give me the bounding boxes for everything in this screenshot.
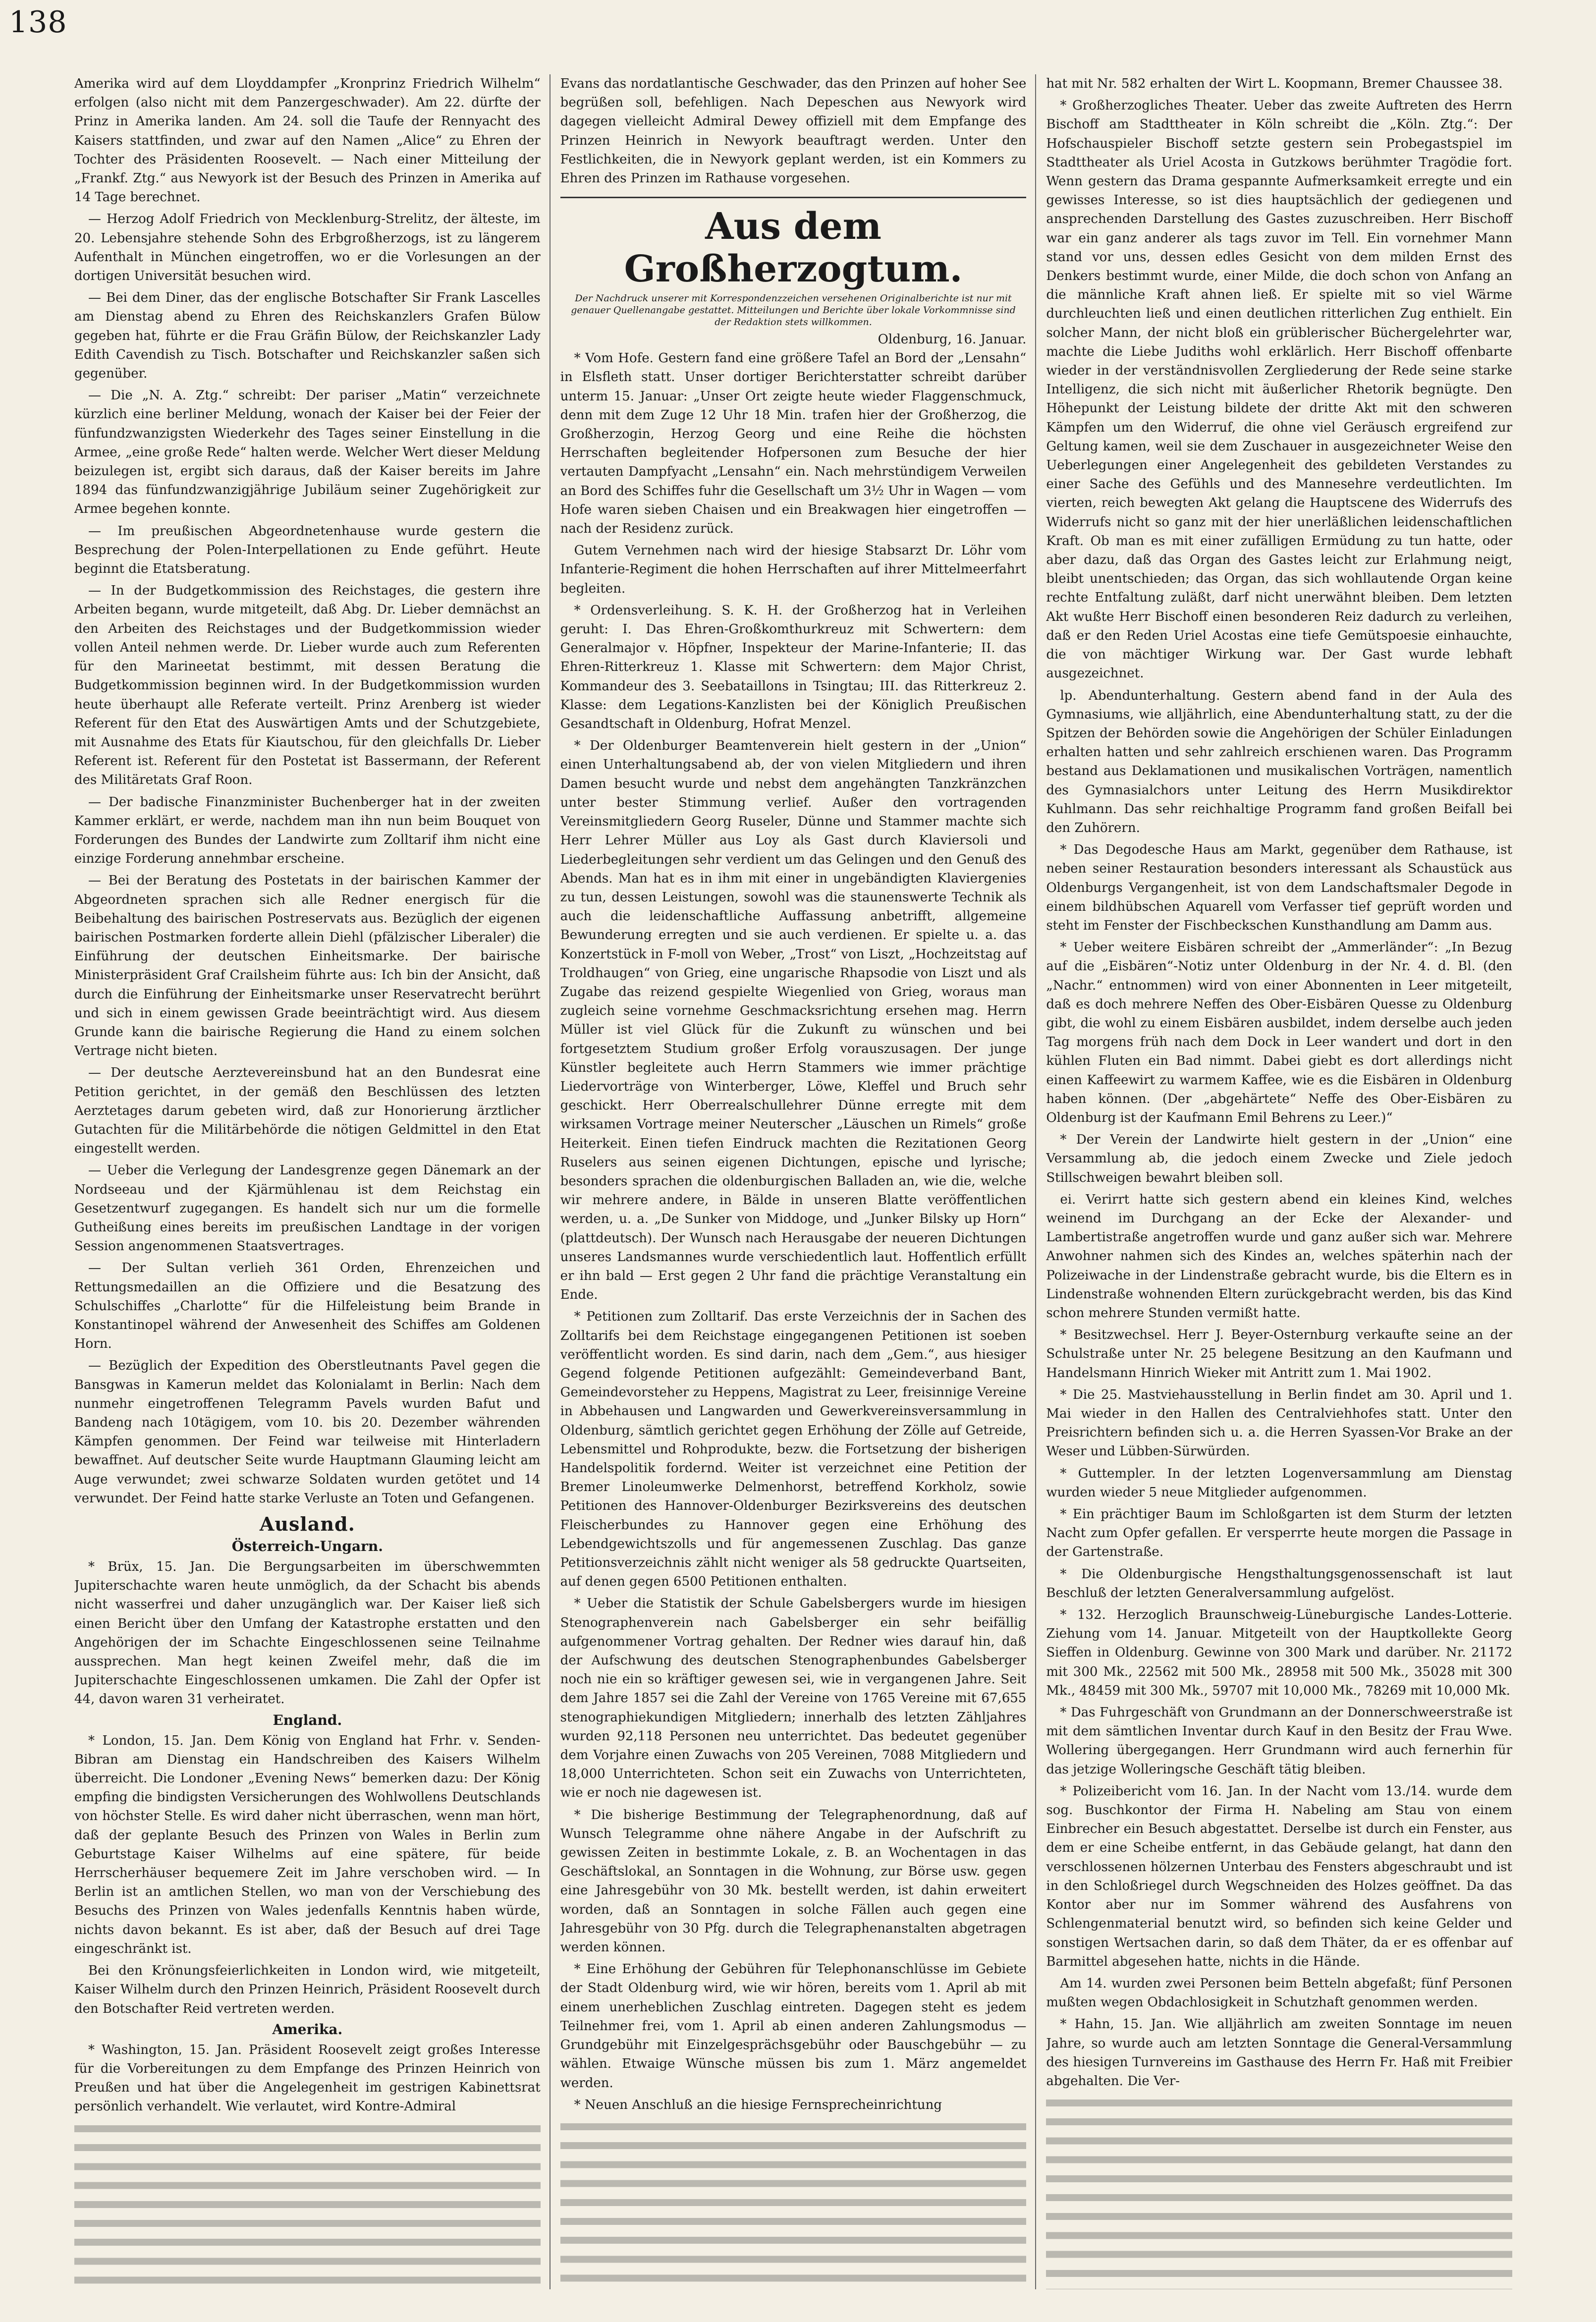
article-gabelsberger: * Ueber die Statistik der Schule Gabelsbergers wurde im hiesigen Stenographenverein nach Gabelsberger ein sehr beifällig aufgenommener Vortrag gehalten. Der Redner wies darauf hin, daß der Aufschwung des deutschen Stenographenbundes Gabelsberger noch nie ein so kräftiger gewesen sei, wie in vergangenen Jahre. Seit dem Jahre 1857 sei die Zahl der Vereine von 1765 Vereine mit 67,655 stenographiekundigen Mitgliedern; innerhalb des letzten Zähljahres wurden 92,118 Personen neu unterrichtet. Das bedeutet gegenüber dem Vorjahre einen Zuwachs von 205 Vereinen, 7088 Mitgliedern und 18,000 Unterrichteten. Schon seit ein Zuwachs von Unterrichteten, wie er noch nie dagewesen ist. — [560, 1596, 1027, 1801]
article-prince-heinrich-travel: Amerika wird auf dem Lloyddampfer „Kronprinz Friedrich Wilhelm“ erfolgen (also nicht mit dem Panzergeschwader). Am 22. dürfte der Prinz in Amerika landen. Am 24. soll die Taufe der Rennyacht des Kaisers stattfinden, und zwar auf den Namen „Alice“ zu Ehren der Tochter des Präsidenten Roosevelt. — Nach einer Mitteilung der „Frankf. Ztg.“ aus Newyork ist der Besuch des Prinzen in Amerika auf 14 Tage berechnet. — [74, 76, 541, 205]
article-bruex: * Brüx, 15. Jan. Die Bergungsarbeiten im überschwemmten Jupiterschachte waren heute unmöglich, da der Schacht bis abends nicht wasserfrei und daher unzugänglich war. Der Kaiser ließ sich einen Bericht über den Umfang der Katastrophe erstatten und den Angehörigen der im Schachte Eingeschlossenen seine Teilnahme aussprechen. Man hegt keinen Zweifel mehr, daß die im Jupiterschachte Eingeschlossenen umkamen. Die Zahl der Opfer ist 44, davon waren 31 verheiratet. — [74, 1559, 541, 1707]
article-telephongebuehren: * Eine Erhöhung der Gebühren für Telephonanschlüsse im Gebiete der Stadt Oldenburg wird, wie wir hören, bereits vom 1. April ab mit einem unerheblichen Zuschlag eintreten. Dagegen steht es jedem Teilnehmer frei, vom 1. April ab einen anderen Zahlungsmodus — Grundgebühr mit Einzelgesprächsgebühr oder Bauschgebühr — zu wählen. Etwaige Wünsche müssen bis zum 1. März angemeldet werden. — [560, 1962, 1027, 2091]
article-hengsthaltung: * Die Oldenburgische Hengsthaltungsgenossenschaft ist laut Beschluß der letzten Generalversammlung aufgelöst. — [1046, 1566, 1513, 1601]
article-diner-lascelles: — Bei dem Diner, das der englische Botschafter Sir Frank Lascelles am Dienstag abend zu Ehren des Reichskanzlers Grafen Bülow gegeben hat, führte er die Frau Gräfin Bülow, der Reichskanzler Lady Edith Cavendish zu Tisch. Botschafter und Reichskanzler saßen sich gegenüber. — [74, 290, 541, 382]
reprint-notice: Der Nachdruck unserer mit Korrespondenzzeichen versehenen Originalberichte ist nur mit genauer Quellenangabe gestattet. Mitteilungen und Berichte über lokale Vorkommnisse sind der Redaktion stets willkommen. — [571, 293, 1016, 328]
text-continuation — [560, 2117, 1027, 2289]
article-abgeordnetenhaus: — Im preußischen Abgeordnetenhause wurde gestern die Besprechung der Polen-Interpellationen zu Ende geführt. Heute beginnt die Etatsberatung. — [74, 523, 541, 577]
article-telegraphenordnung: * Die bisherige Bestimmung der Telegraphenordnung, daß auf Wunsch Telegramme ohne nähere Angabe in der Aufschrift zu gewissen Zeiten in bestimmte Lokale, z. B. an Wochentagen in das Geschäftslokal, an Sonntagen in die Wohnung, zur Börse usw. gegen eine Jahresgebühr von 30 Mk. bestellt werden, ist dahin erweitert worden, daß an Sonntagen in solche Fällen auch gegen eine Jahresgebühr von 30 Pfg. durch die Telegraphenanstalten abgetragen werden können. — [560, 1807, 1027, 1955]
article-london: * London, 15. Jan. Dem König von England hat Frhr. v. Senden-Bibran am Dienstag ein Handschreiben des Kaisers Wilhelm überreicht. Die Londoner „Evening News“ bemerken dazu: Der König empfing die bindigsten Versicherungen des Wohlwollens Deutschlands von höchster Stelle. Es wird daher nicht überraschen, wenn man hört, daß der geplante Besuch des Prinzen von Wales in Berlin zum Geburtstage Kaiser Wilhelms auf eine spätere, für beide Herrscherhäuser bequemere Zeit im Jahre verschoben wird. — In Berlin ist an amtlichen Stellen, wo man von der Verschiebung des Besuchs des Prinzen von Wales jedenfalls Kenntnis haben würde, nichts davon bekannt. Es ist aber, daß der Besuch auf drei Tage eingeschränkt ist. — [74, 1733, 541, 1956]
article-mecklenburg: — Herzog Adolf Friedrich von Mecklenburg-Strelitz, der älteste, im 20. Lebensjahre stehende Sohn des Erbgroßherzogs, ist zu längerem Aufenthalt in München eingetroffen, wo er die Vorlesungen an der dortigen Universität besuchen wird. — [74, 212, 541, 284]
article-evans-geschwader: Evans das nordatlantische Geschwader, das den Prinzen auf hoher See begrüßen soll, befehligen. Nach Depeschen aus Newyork wird dagegen vielleicht Admiral Dewey offiziell mit dem Empfange des Prinzen Heinrich in Newyork beauftragt werden. Unter den Festlichkeiten, die in Newyork geplant werden, ist ein Kommers zu Ehren des Prinzen im Rathause vorgesehen. — [560, 76, 1027, 186]
subheading-amerika: Amerika. — [272, 2021, 343, 2038]
article-degodesches-haus: * Das Degodesche Haus am Markt, gegenüber dem Rathause, ist neben seiner Restauration besonders interessant als Schaustück aus Oldenburgs Vergangenheit, ist von dem Landschaftsmaler Degode in einem bildhübschen Aquarell vom Verfasser tief geprüft worden und steht im Fenster der Fischbeckschen Kunsthandlung am Damm aus. — [1046, 842, 1513, 933]
article-postetat-bayern: — Bei der Beratung des Postetats in der bairischen Kammer der Abgeordneten sprachen sich alle Redner energisch für die Beibehaltung des bairischen Postreservats aus. Bezüglich der eigenen bairischen Postmarken forderte allein Diehl (pfälzischer Liberaler) die Einführung der deutschen Einheitsmarke. Der bairische Ministerpräsident Graf Crailsheim führte aus: Ich bin der Ansicht, daß durch die Einführung der Einheitsmarke unser Reservatrecht berührt und sich in einem gewissen Grade beeinträchtigt wird. Aus diesem Grunde kann die bairische Regierung die Hand zu einem solchen Vertrage nicht bieten. — [74, 873, 541, 1059]
article-hahn: * Hahn, 15. Jan. Wie alljährlich am zweiten Sonntage im neuen Jahre, so wurde auch am letzten Sonntage die General-Versammlung des hiesigen Turnvereins im Gasthause des Herrn Fr. Haß mit Freibier abgehalten. Die Ver- — [1046, 2017, 1513, 2089]
article-eisbaeren: * Ueber weitere Eisbären schreibt der „Ammerländer“: „In Bezug auf die „Eisbären“-Notiz unter Oldenburg in der Nr. 4. d. Bl. (den „Nachr.“ entnommen) wird von einer Abonnenten in Leer mitgeteilt, daß es doch mehrere Neffen des Ober-Eisbären Quesse zu Oldenburg gibt, die wohl zu einem Eisbären ausbildet, indem derselbe auch jeden Tag morgens früh nach dem Dock in Leer wandert und dort in den kühlen Fluten ein Bad nimmt. Dabei giebt es dort allerdings nicht einen Kaffeewirt zu warmem Kaffee, wie es die Eisbären in Oldenburg haben können. (Der „abgehärtete“ Neffe des Ober-Eisbären zu Oldenburg ist der Kaufmann Emil Behrens zu Leer.)“ — [1046, 940, 1513, 1125]
article-polizeibericht: * Polizeibericht vom 16. Jan. In der Nacht vom 13./14. wurde dem sog. Buschkontor der Firma H. Nabeling am Stau von einem Einbrecher ein Besuch abgestattet. Derselbe ist durch ein Fenster, aus dem er eine Scheibe entfernt, in das Gebäude gelangt, hat dann den verschlossenen hölzernen Unterbau des Fensters abgeschraubt und ist in den Schloßriegel durch Wegschneiden des Holzes geöffnet. Da das Kontor aber nur im Sommer während des Ausfahrens von Schlengenmaterial benutzt wird, so befinden sich keine Gelder und sonstigen Wertsachen darin, so daß dem Thäter, da er es offenbar auf Barmittel abgesehen hatte, nichts in die Hände. — [1046, 1783, 1513, 1969]
article-beamtenverein: * Der Oldenburger Beamtenverein hielt gestern in der „Union“ einen Unterhaltungsabend ab, der von vielen Mitgliedern und ihren Damen besucht wurde und nebst dem angehängten Tanzkränzchen unter bester Stimmung verlief. Außer den vortragenden Vereinsmitgliedern Georg Ruseler, Dünne und Stammer machte sich Herr Lehrer Müller aus Loy als Gast durch Klaviersoli und Liederbegleitungen sehr verdient um das Gelingen und den Genuß des Abends. Man hat es in ihm mit einer in ungebändigten Klaviergenies zu tun, dessen Leistungen, sowohl was die staunenswerte Technik als auch die leidenschaftliche Auffassung anbetrifft, allgemeine Bewunderung erregten und sie auch verdienen. Er spielte u. a. das Konzertstück in F-moll von Weber, „Trost“ von Liszt, „Hochzeitstag auf Troldhaugen“ von Grieg, eine ungarische Rhapsodie von Liszt und als Zugabe das reizend gespielte Wiegenlied von Grieg, woraus man zugleich seine vornehme Geschmacksrichtung ersehen mag. Herrn Müller ist viel Glück für die Zukunft zu wünschen und bei fortgesetztem Studium großer Erfolg vorauszusagen. Der junge Künstler begleitete auch Herrn Stammers wie immer prächtige Liedervorträge von Winterberger, Löwe, Kleffel und Bruch sehr geschickt. Herr Oberrealschullehrer Dünne erregte mit dem wirksamen Vortrage meiner Neuterscher „Läuschen un Rimels“ große Heiterkeit. Einen tiefen Eindruck machten die Rezitationen Georg Ruselers aus seinen eigenen Dichtungen, epische und lyrische; besonders sprachen die oldenburgischen Balladen an, wie die, welche wir mehrere andere, in Bälde in unseren Blatte veröffentlichen werden, u. a. „De Sunker von Middoge, und „Junker Bilsky up Horn“ (plattdeutsch). Der Wunsch nach Herausgabe der neueren Dichtungen unseres Landsmannes wurde verschiedentlich laut. Hoffentlich erfüllt er ihn bald — Erst gegen 2 Uhr fand die prächtige Veranstaltung ein Ende. — [560, 738, 1027, 1303]
dateline: Oldenburg, 16. Januar. — [878, 332, 1027, 347]
article-verirrt: ei. Verirrt hatte sich gestern abend ein kleines Kind, welches weinend im Durchgang an der Ecke der Alexander- und Lambertistraße angetroffen wurde und ganz außer sich war. Mehrere Anwohner nahmen sich des Kindes an, welches späterhin nach der Polizeiwache in der Lindenstraße gebracht wurde, bis die Eltern es in Lindenstraße wohnenden Eltern zurückgebracht werden, bis das Kind schon mehrere Stunden vermißt hatte. — [1046, 1192, 1513, 1321]
section-title-grossherzogtum: Aus dem Großherzogtum. — [560, 197, 1027, 290]
article-lotterie: * 132. Herzoglich Braunschweig-Lüneburgische Landes-Lotterie. Ziehung vom 14. Januar. Mitgeteilt von der Hauptkollekte Georg Sieffen in Oldenburg. Gewinne von 300 Mark und darüber. Nr. 21172 mit 300 Mk., 22562 mit 500 Mk., 28958 mit 500 Mk., 35028 mit 300 Mk., 48459 mit 300 Mk., 59707 mit 10,000 Mk., 78269 mit 10,000 Mk. — [1046, 1607, 1513, 1698]
article-vom-hofe: * Vom Hofe. Gestern fand eine größere Tafel an Bord der „Lensahn“ in Elsfleth statt. Unser dortiger Berichterstatter schreibt darüber unterm 15. Januar: „Unser Ort zeigte heute wieder Flaggenschmuck, denn mit dem Zuge 12 Uhr 18 Min. trafen hier der Großherzog, die Großherzogin, Herzog Georg und eine Reihe die höchsten Herrschaften begleitender Hofpersonen zum Besuche der hier vertauten Dampfyacht „Lensahn“ ein. Nach mehrstündigem Verweilen an Bord des Schiffes fuhr die Gesellschaft um 3½ Uhr in Wagen — vom Hofe waren sieben Chaisen und ein Breakwagen hier eingetroffen — nach der Residenz zurück. — [560, 351, 1027, 537]
newspaper-columns — [74, 74, 1521, 2289]
article-aerztevereinsbund: — Der deutsche Aerztevereinsbund hat an den Bundesrat eine Petition gerichtet, in der gemäß den Beschlüssen des letzten Aerztetages darum gebeten wird, daß zur Honorierung ärztlicher Gutachten für die Militärbehörde die nötigen Geldmittel in den Etat eingestellt werden. — [74, 1065, 541, 1157]
article-ordensverleihung: * Ordensverleihung. S. K. H. der Großherzog hat in Verleihen geruht: I. Das Ehren-Großkomthurkreuz mit Schwertern: dem Generalmajor v. Höpfner, Inspekteur der Marine-Infanterie; II. das Ehren-Ritterkreuz 1. Klasse mit Schwertern: dem Major Christ, Kommandeur des 3. Seebataillons in Tsingtau; III. das Ritterkreuz 2. Klasse: dem Legations-Kanzlisten bei der Königlich Preußischen Gesandtschaft in Oldenburg, Hofrat Menzel. — [560, 603, 1027, 732]
article-betteln: Am 14. wurden zwei Personen beim Betteln abgefaßt; fünf Personen mußten wegen Obdachlosigkeit in Schutzhaft genommen werden. — [1046, 1976, 1513, 2010]
article-theater: * Großherzogliches Theater. Ueber das zweite Auftreten des Herrn Bischoff am Stadttheater in Köln schreibt die „Köln. Ztg.“: Der Hofschauspieler Bischoff setzte gestern sein Probegastspiel im Stadttheater als Uriel Acosta in Gutzkows berühmter Tragödie fort. Wenn gestern das Drama gespannte Aufmerksamkeit erregte und ein gewisses Interesse, so ist dies hauptsächlich der gediegenen und ansprechenden Darstellung des Gastes zuzuschreiben. Herr Bischoff war ein ganz anderer als tags zuvor im Tell. Ein vornehmer Mann stand vor uns, dessen edles Gesicht von dem milden Ernst des Denkers bestimmt wurde, einer Milde, die doch schon von Anfang an die männliche Kraft ahnen ließ. Er spielte mit so viel Wärme durchleuchten ließ und einen deutlichen ritterlichen Zug enthielt. Ein solcher Mann, der nicht bloß ein grüblerischer Büchergelehrter war, machte die Liebe Judiths wohl erklärlich. Herr Bischoff offenbarte wieder in der verständnisvollen Zergliederung der Rede seine starke Intelligenz, die sich nicht mit äußerlicher Rhetorik begnügte. Den Höhepunkt der Leistung bildete der dritte Akt mit den schweren Kämpfen um den Widerruf, die ohne viel Geräusch ergreifend zur Geltung kamen, weil sie dem Zuschauer in ausgezeichneter Weise den Ueberlegungen einer Angelegenheit des gebildeten Verstandes zu einer Sache des Gefühls und des Mannesehre verdeutlichten. Im vierten, reich bewegten Akt gelang die Hauptscene des Widerrufs des Widerrufs nicht so ganz mit der hier unerläßlichen leidenschaftlichen Kraft. Ob man es mit einer zufälligen Ermüdung zu tun hatte, oder aber dazu, daß das Organ des Gastes leicht zur Erlahmung neigt, bleibt unentschieden; das Organ, das sich wohllautende Organ keine rechte Entfaltung zuläßt, darf nicht unerwähnt bleiben. Dem letzten Akt wußte Herr Bischoff einen besonderen Reiz dadurch zu verleihen, daß er den Reden Uriel Acostas eine tiefe Gemütspoesie einhauchte, die von mächtiger Wirkung war. Der Gast wurde lebhaft ausgezeichnet. — [1046, 98, 1513, 681]
text-continuation — [74, 2119, 541, 2289]
page-number: 138 — [9, 5, 67, 40]
article-matin-kaiser: — Die „N. A. Ztg.“ schreibt: Der pariser „Matin“ verzeichnete kürzlich eine berliner Meldung, wonach der Kaiser bei der Feier der fünfundzwanzigsten Wiederkehr des Tages seiner Einstellung in die Armee, „eine große Rede“ halten werde. Welcher Wert dieser Meldung beizulegen ist, ergibt sich daraus, daß der Kaiser bereits im Jahre 1894 das fünfundzwanzigjährige Jubiläum seiner Zugehörigkeit zur Armee begehen konnte. — [74, 388, 541, 517]
section-heading-ausland: Ausland. — [259, 1513, 355, 1536]
text-continuation — [1046, 2094, 1512, 2289]
column-2 — [560, 74, 1037, 2289]
article-kroenung: Bei den Krönungsfeierlichkeiten in London wird, wie mitgeteilt, Kaiser Wilhelm durch den Prinzen Heinrich, Präsident Roosevelt durch den Botschafter Reid vertreten werden. — [74, 1963, 541, 2016]
article-mastviehausstellung: * Die 25. Mastviehausstellung in Berlin findet am 30. April und 1. Mai wieder in den Hallen des Centralviehhofes statt. Unter den Preisrichtern befinden sich u. a. die Herren Syassen-Vor Brake an der Weser und Lübben-Sürwürden. — [1046, 1387, 1513, 1459]
article-fuhrgeschaeft: * Das Fuhrgeschäft von Grundmann an der Donnerschweerstraße ist mit dem sämtlichen Inventar durch Kauf in den Besitz der Frau Wwe. Wollering übergegangen. Herr Grundmann wird auch fernerhin für das jetzige Wolleringsche Geschäft tätig bleiben. — [1046, 1705, 1513, 1777]
article-fernsprech-anschluss: * Neuen Anschluß an die hiesige Fernsprecheinrichtung — [574, 2097, 942, 2112]
article-petitionen-zolltarif: * Petitionen zum Zolltarif. Das erste Verzeichnis der in Sachen des Zolltarifs bei dem Reichstage eingegangenen Petitionen ist soeben veröffentlicht worden. Es sind darin, nach dem „Gem.“, aus hiesiger Gegend folgende Petitionen aufgezählt: Gemeindeverband Bant, Gemeindevorsteher zu Heppens, Magistrat zu Leer, freisinnige Vereine in Abbehausen und Langwarden und Gewerkvereinsversammlung in Oldenburg, sämtlich gerichtet gegen Erhöhung der Zölle auf Getreide, Lebensmittel und Rohprodukte, bezw. die Fortsetzung der bisherigen Handelspolitik fordernd. Weiter ist verzeichnet eine Petition der Bremer Linoleumwerke Delmenhorst, betreffend Korkholz, sowie Petitionen des Hannover-Oldenburger Bezirksvereins des deutschen Fleischerbundes zu Hannover gegen eine Erhöhung des Lebendgewichtszolls und für angemessenen Zuschlag. Das ganze Petitionsverzeichnis zählt nicht weniger als 58 gedruckte Quartseiten, auf denen gegen 6500 Petitionen enthalten. — [560, 1309, 1027, 1590]
article-badischer-finanzminister: — Der badische Finanzminister Buchenberger hat in der zweiten Kammer erklärt, er werde, nachdem man ihn nun beim Bouquet von Forderungen des Bundes der Landwirte zum Zolltarif ihm nicht eine einzige Forderung annehmbar erscheine. — [74, 794, 541, 867]
article-kamerun-expedition: — Bezüglich der Expedition des Oberstleutnants Pavel gegen die Bansgwas in Kamerun meldet das Kolonialamt in Berlin: Nach dem nunmehr eingetroffenen Telegramm Pavels wurden Bafut und Bandeng nach 10tägigem, vom 10. bis 20. Dezember währenden Kämpfen genommen. Der Feind war teilweise mit Hinterladern bewaffnet. Auf deutscher Seite wurde Hauptmann Glauming leicht am Auge verwundet; zwei schwarze Soldaten wurden getötet und 14 verwundet. Der Feind hatte starke Verluste an Toten und Gefangenen. — [74, 1358, 541, 1506]
article-washington: * Washington, 15. Jan. Präsident Roosevelt zeigt großes Interesse für die Vorbereitungen zu dem Empfange des Prinzen Heinrich von Preußen und hat über die Angelegenheit im gestrigen Kabinettsrat persönlich verhandelt. Wie verlautet, wird Kontre-Admiral — [74, 2042, 541, 2114]
article-koopmann: hat mit Nr. 582 erhalten der Wirt L. Koopmann, Bremer Chaussee 38. — [1046, 76, 1503, 91]
subheading-england: England. — [273, 1712, 342, 1728]
article-verein-landwirte: * Der Verein der Landwirte hielt gestern in der „Union“ eine Versammlung ab, die jedoch einem Zwecke und Ziele jedoch Stillschweigen bewahrt bleiben soll. — [1046, 1132, 1513, 1185]
article-stabsarzt: Gutem Vernehmen nach wird der hiesige Stabsarzt Dr. Löhr vom Infanterie-Regiment die hohen Herrschaften auf ihrer Mittelmeerfahrt begleiten. — [560, 543, 1027, 596]
column-1 — [74, 74, 550, 2289]
article-guttempler: * Guttempler. In der letzten Logenversammlung am Dienstag wurden wieder 5 neue Mitglieder aufgenommen. — [1046, 1466, 1513, 1500]
article-landesgrenze: — Ueber die Verlegung der Landesgrenze gegen Dänemark an der Nordseeau und der Kjärmühlenau ist dem Reichstag ein Gesetzentwurf zugegangen. Es handelt sich nur um die formelle Gutheißung eines bereits im preußischen Landtage in der vorigen Session angenommenen Staatsvertrages. — [74, 1163, 541, 1254]
subheading-oesterreich: Österreich-Ungarn. — [231, 1538, 383, 1555]
article-sultan-orden: — Der Sultan verlieh 361 Orden, Ehrenzeichen und Rettungsmedaillen an die Offiziere und die Besatzung des Schulschiffes „Charlotte“ für die Hilfeleistung beim Brande in Konstantinopel während der Anwesenheit des Schiffes am Goldenen Horn. — [74, 1261, 541, 1352]
article-besitzwechsel: * Besitzwechsel. Herr J. Beyer-Osternburg verkaufte seine an der Schulstraße unter Nr. 25 belegene Besitzung an den Kaufmann und Handelsmann Hinrich Wieker mit Antritt zum 1. Mai 1902. — [1046, 1327, 1513, 1381]
article-abendunterhaltung: lp. Abendunterhaltung. Gestern abend fand in der Aula des Gymnasiums, wie alljährlich, eine Abendunterhaltung statt, zu der die Spitzen der Behörden sowie die Angehörigen der Schüler Einladungen erhalten hatten und sehr zahlreich erschienen waren. Das Programm bestand aus Deklamationen und musikalischen Vorträgen, namentlich des Gymnasialchors unter Leitung des Herrn Musikdirektor Kuhlmann. Das sehr reichhaltige Programm fand großen Beifall bei den Zuhörern. — [1046, 688, 1513, 835]
article-baum: * Ein prächtiger Baum im Schloßgarten ist dem Sturm der letzten Nacht zum Opfer gefallen. Er versperrte heute morgen die Passage in der Gartenstraße. — [1046, 1507, 1513, 1560]
article-budgetkommission: — In der Budgetkommission des Reichstages, die gestern ihre Arbeiten begann, wurde mitgeteilt, daß Abg. Dr. Lieber demnächst an den Arbeiten des Reichstages und der Budgetkommission wieder vollen Anteil nehmen werde. Dr. Lieber wurde auch zum Referenten für den Marineetat bestimmt, mit dessen Beratung die Budgetkommission beginnen wird. In der Budgetkommission wurden heute überhaupt alle Referate verteilt. Prinz Arenberg ist wieder Referent für den Etat des Auswärtigen Amts und der Schutzgebiete, mit Ausnahme des Etats für Kiautschou, für den gleichfalls Dr. Lieber Referent ist. Referent für den Postetat ist Bassermann, der Referent des Militäretats Graf Roon. — [74, 583, 541, 788]
column-3 — [1046, 74, 1521, 2289]
